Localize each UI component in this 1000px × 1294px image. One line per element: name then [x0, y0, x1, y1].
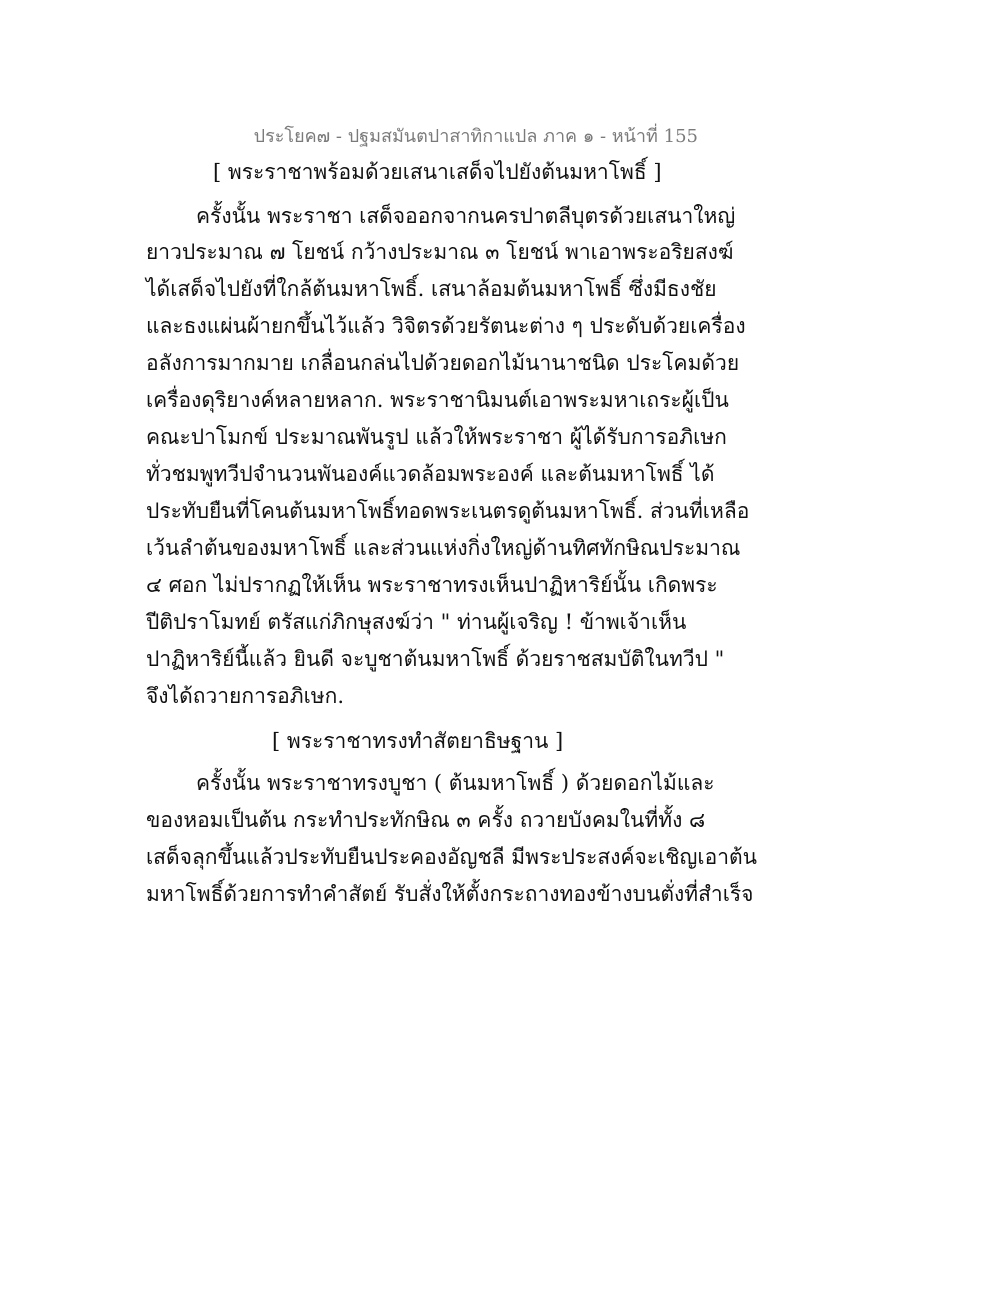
paragraph-line: เครื่องดุริยางค์หลายหลาก. พระราชานิมนต์เอาพระมหาเถระผู้เป็น	[146, 388, 729, 412]
paragraph-line: ปีติปราโมทย์ ตรัสแก่ภิกษุสงฆ์ว่า " ท่านผู้เจริญ ! ข้าพเจ้าเห็น	[146, 610, 687, 634]
paragraph-line: ได้เสด็จไปยังที่ใกล้ต้นมหาโพธิ์. เสนาล้อมต้นมหาโพธิ์ ซึ่งมีธงชัย	[146, 277, 717, 301]
paragraph-line: คณะปาโมกข์ ประมาณพันรูป แล้วให้พระราชา ผู้ได้รับการอภิเษก	[146, 425, 727, 449]
paragraph-line: เว้นลำต้นของมหาโพธิ์ และส่วนแห่งกิ่งใหญ่ด้านทิศทักษิณประมาณ	[146, 536, 741, 560]
paragraph-line: เสด็จลุกขึ้นแล้วประทับยืนประคองอัญชลี มีพระประสงค์จะเชิญเอาต้น	[146, 845, 757, 869]
paragraph-line: ปาฏิหาริย์นี้แล้ว ยินดี จะบูชาต้นมหาโพธิ์ ด้วยราชสมบัติในทวีป "	[146, 647, 725, 671]
paragraph-line: และธงแผ่นผ้ายกขึ้นไว้แล้ว วิจิตรด้วยรัตนะต่าง ๆ ประดับด้วยเครื่อง	[146, 314, 746, 338]
paragraph-line: ของหอมเป็นต้น กระทำประทักษิณ ๓ ครั้ง ถวายบังคมในที่ทั้ง ๘	[146, 808, 706, 832]
paragraph-line: ๔ ศอก ไม่ปรากฏให้เห็น พระราชาทรงเห็นปาฏิหาริย์นั้น เกิดพระ	[146, 573, 718, 597]
paragraph-line: ทั่วชมพูทวีปจำนวนพันองค์แวดล้อมพระองค์ และต้นมหาโพธิ์ ได้	[146, 462, 715, 486]
paragraph-line: จึงได้ถวายการอภิเษก.	[146, 684, 345, 708]
paragraph-line: มหาโพธิ์ด้วยการทำคำสัตย์ รับสั่งให้ตั้งกระถางทองข้างบนตั่งที่สำเร็จ	[146, 882, 754, 906]
section-1-heading: [ พระราชาพร้อมด้วยเสนาเสด็จไปยังต้นมหาโพธิ์ ]	[213, 160, 662, 184]
paragraph-line: ครั้งนั้น พระราชาทรงบูชา ( ต้นมหาโพธิ์ ) ด้วยดอกไม้และ	[196, 771, 715, 795]
running-header: ประโยค๗ - ปฐมสมันตปาสาทิกาแปล ภาค ๑ - หน้าที่ 155	[253, 126, 698, 147]
paragraph-line: ประทับยืนที่โคนต้นมหาโพธิ์ทอดพระเนตรดูต้นมหาโพธิ์. ส่วนที่เหลือ	[146, 499, 750, 523]
section-2-heading: [ พระราชาทรงทำสัตยาธิษฐาน ]	[272, 729, 564, 753]
paragraph-line: ครั้งนั้น พระราชา เสด็จออกจากนครปาตลีบุตรด้วยเสนาใหญ่	[196, 204, 736, 228]
paragraph-line: ยาวประมาณ ๗ โยชน์ กว้างประมาณ ๓ โยชน์ พาเอาพระอริยสงฆ์	[146, 240, 734, 264]
paragraph-line: อลังการมากมาย เกลื่อนกล่นไปด้วยดอกไม้นานาชนิด ประโคมด้วย	[146, 351, 740, 375]
